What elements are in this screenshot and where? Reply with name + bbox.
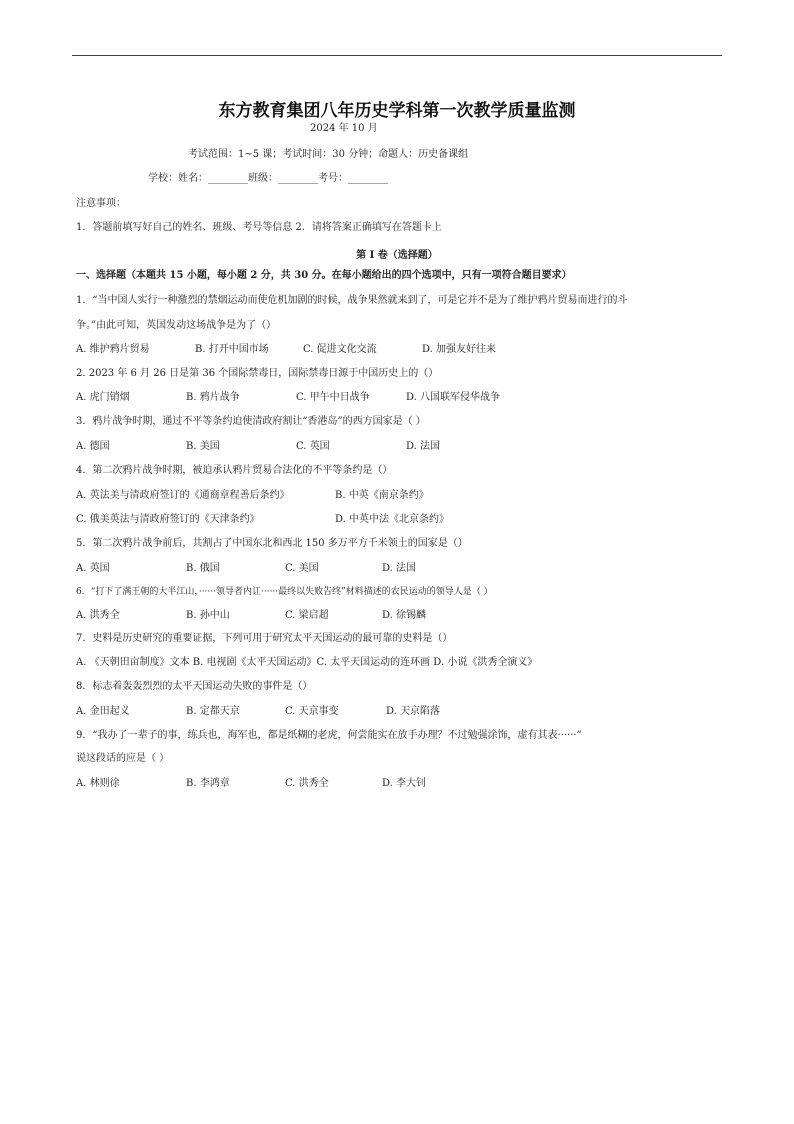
question-stem: 6．“打下了满王朝的大半江山，······领导者内讧······最终以失败告终”材料描述的农民运动的领导人是（ ） [76,587,493,597]
option-b: B. 定都天京 [186,706,240,717]
option-d: D. 法国 [382,563,417,574]
top-divider [72,55,722,56]
question-stem: 8．标志着轰轰烈烈的太平天国运动失败的事件是（） [76,681,313,692]
exam-title: 东方教育集团八年历史学科第一次教学质量监测 [218,101,576,121]
question-stem: 争。”由此可知，英国发动这场战争是为了（） [76,320,277,331]
option-d: D. 加强友好往来 [422,344,497,355]
option-c: C. 俄美英法与清政府签订的《天津条约》 [76,514,260,525]
question-stem: 4．第二次鸦片战争时期，被迫承认鸦片贸易合法化的不平等条约是（） [76,465,393,476]
question-stem: 说这段话的应是（ ） [76,753,170,764]
option-b: B. 鸦片战争 [186,392,240,403]
option-b: B. 俄国 [186,563,220,574]
option-b: B. 李鸿章 [186,778,230,789]
question-stem: 5．第二次鸦片战争前后，共割占了中国东北和西北 150 多万平方千米领土的国家是（） [76,538,468,549]
option-d: D. 八国联军侵华战争 [406,392,501,403]
section-instruction: 一、选择题（本题共 15 小题，每小题 2 分，共 30 分。在每小题给出的四个选项中，只有一项符合题目要求） [76,270,572,281]
option-c: C. 英国 [296,441,330,452]
exam-date: 2024 年 10 月 [310,123,378,134]
option-d: D. 李大钊 [382,778,427,789]
option-d: D. 天京陷落 [386,706,441,717]
question-stem: 9．“我办了一辈子的事，练兵也，海军也，都是纸糊的老虎，何尝能实在放手办理？不过勉强涂饰，虚有其表······” [76,730,582,741]
option-a: A. 英国 [76,563,110,574]
option-d: D. 中英中法《北京条约》 [335,514,450,525]
option-line: A. 《天朝田亩制度》文本 B. 电视剧《太平天国运动》C. 太平天国运动的连环画 D. 小说《洪秀全演义》 [76,657,538,668]
option-b: B. 中英《南京条约》 [335,490,429,501]
option-a: A. 德国 [76,441,110,452]
option-a: A. 英法美与清政府签订的《通商章程善后条约》 [76,490,290,501]
option-c: C. 促进文化交流 [303,344,377,355]
option-c: C. 天京事变 [285,706,339,717]
option-c: C. 美国 [285,563,319,574]
exam-meta: 考试范围：1~5 课；考试时间：30 分钟；命题人：历史备课组 [188,149,469,160]
option-b: B. 打开中国市场 [195,344,269,355]
question-stem: 7．史料是历史研究的重要证据，下列可用于研究太平天国运动的最可靠的史料是（） [76,633,453,644]
question-stem: 2. 2023 年 6 月 26 日是第 36 个国际禁毒日，国际禁毒日源于中国历史上的（） [76,368,439,379]
option-a: A. 虎门销烟 [76,392,130,403]
option-d: D. 法国 [406,441,441,452]
option-c: C. 洪秀全 [285,778,329,789]
notice-heading: 注意事项： [76,198,126,209]
question-stem: 1．“当中国人实行一种激烈的禁烟运动而使危机加剧的时候，战争果然就来到了，可是它并不是为了维护鸦片贸易而进行的斗 [76,295,628,306]
question-stem: 3．鸦片战争时期，通过不平等条约迫使清政府割让“香港岛”的西方国家是（ ） [76,416,426,427]
option-a: A. 金田起义 [76,706,130,717]
option-b: B. 美国 [186,441,220,452]
notice-text: 1．答题前填写好自己的姓名、班级、考号等信息 2．请将答案正确填写在答题卡上 [76,222,442,233]
option-b: B. 孙中山 [186,610,230,621]
option-c: C. 梁启超 [285,610,329,621]
option-a: A. 林则徐 [76,778,120,789]
student-info: 学校：姓名：________班级：________考号：________ [148,173,388,184]
option-d: D. 徐锡麟 [382,610,427,621]
option-c: C. 甲午中日战争 [296,392,370,403]
option-a: A. 洪秀全 [76,610,120,621]
section-title: 第 I 卷（选择题） [356,250,438,261]
option-a: A. 维护鸦片贸易 [76,344,150,355]
